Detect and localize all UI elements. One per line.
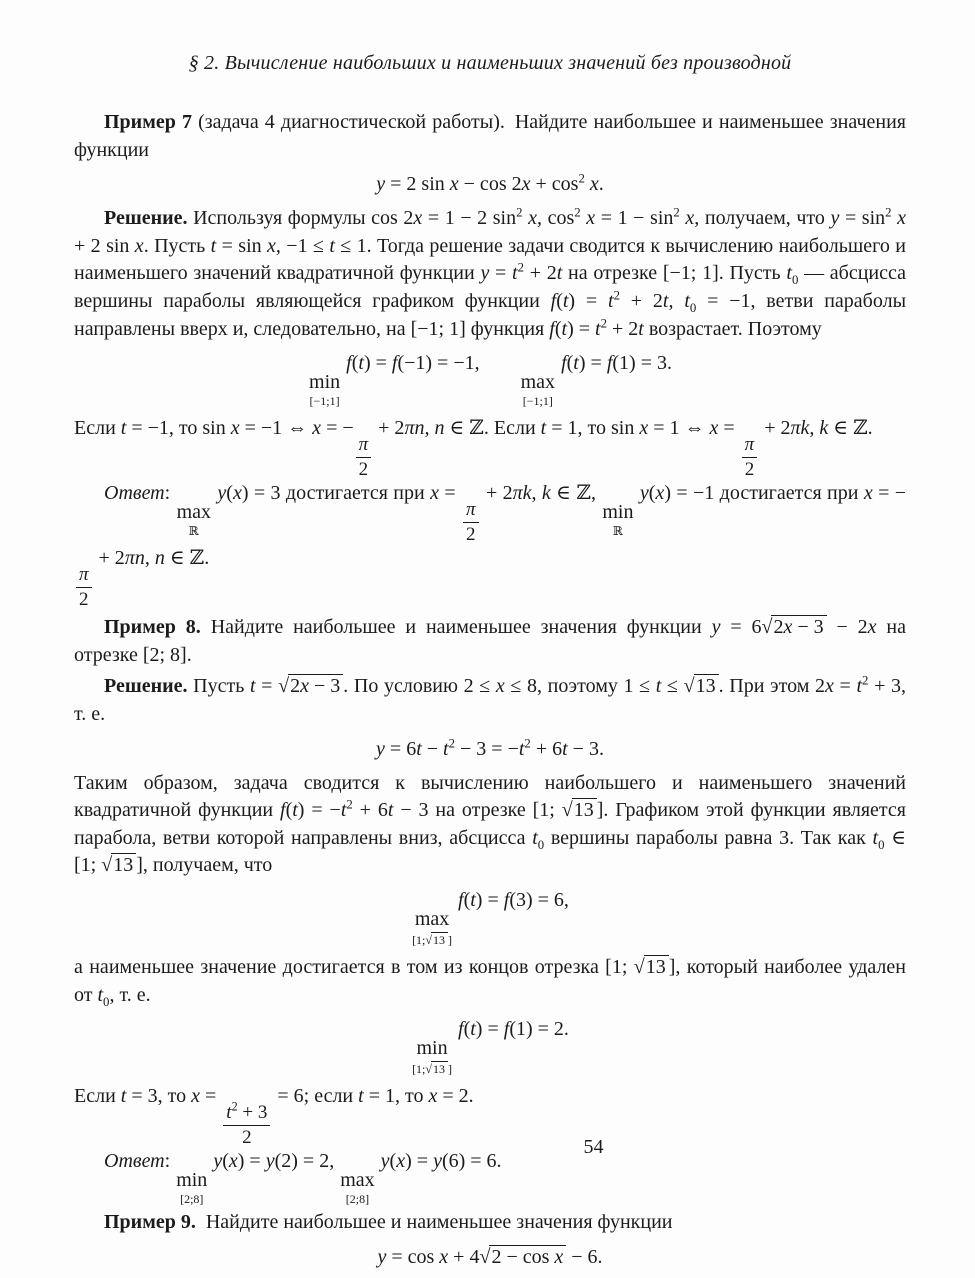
example-8-reasoning: Таким образом, задача сводится к вычислению наибольшего и наименьшего значений квадратичной функции $f(t) = -t^2 + 6t - 3$ на отрезке [1; √13 ]. Графиком этой функции является парабола, ветви которой направлены вниз, абсцисса $t_0$ вершины параболы равна 3. Так как $t_0$ ∈ [1; √13 ], получаем, что	[74, 771, 907, 877]
example-8-back-substitution: Если t = 3, то x = $\frac{t^2 + 3}{2}$ = 6; если t = 1, то x = 2.	[74, 1085, 474, 1149]
radical-sign-icon: √	[561, 799, 573, 822]
example-7-solution: Решение. Используя формулы cos 2x = 1 − 2 $\sin^2 x$, $\cos^2 x = 1 - \sin^2 x$, получаем, что $y = \sin^2 x + 2$ sin x. Пусть t = sin x, −1 ≤ t ≤ 1. Тогда решение задачи сводится к вычислению наибольшего и наименьшего значений квадратичной функции $y = t^2 + 2t$ на отрезке [−1; 1]. Пусть $t_0$ — абсцисса вершины параболы являющейся графиком функции $f(t) = t^2 + 2t$, $t_0 = -1$, ветви параболы направлены вверх и, следовательно, на [−1; 1] функция $f(t) = t^2 + 2t$ возрастает. Поэтому	[74, 205, 907, 340]
fraction: $\frac{\pi}{2}$	[742, 435, 758, 480]
formula-example-7-minmax: min [−1;1] f(t) = f(−1) = −1, max [−1;1] f(t) = f(1) = 3.	[309, 352, 672, 409]
fraction: $\frac{\pi}{2}$	[463, 500, 479, 545]
example-8-answer: Ответ: min [2;8] y(x) = y(2) = 2, max [2;8] y(x) = y(6) = 6.	[104, 1150, 502, 1207]
fraction: $\frac{\pi}{2}$	[76, 565, 92, 610]
operator-with-limit: max [2;8]	[340, 1169, 375, 1207]
example-7-statement: Пример 7 (задача 4 диагностической работы). Найдите наибольшее и наименьшее значения функции	[74, 111, 907, 161]
radical-sign-icon: √	[425, 1062, 432, 1077]
radical: √13	[425, 1061, 448, 1075]
operator-with-limit: max ℝ	[176, 501, 211, 539]
radical: √13	[101, 853, 136, 875]
operator-with-limit: max [−1;1]	[520, 371, 556, 409]
operator-with-limit: min [2;8]	[176, 1169, 208, 1207]
formula-example-7-function: y = 2 $\sin x - \cos 2x + \cos^2 x$.	[376, 171, 604, 196]
operator-with-limit: min [1;√13 ]	[412, 1037, 452, 1077]
operator-with-limit: min ℝ	[602, 501, 634, 539]
radical: √2x − 3	[761, 615, 826, 637]
radical-sign-icon: √	[761, 616, 773, 639]
example-7-cases: Если t = −1, то sin x = −1 ⇔ x = − $\frac{\pi}{2}$ + 2πn, n ∈ ℤ. Если t = 1, то sin x = 1 ⇔ x = $\frac{\pi}{2}$ + 2πk, k ∈ ℤ.	[74, 417, 873, 481]
radical-sign-icon: √	[278, 675, 290, 698]
radical: √13	[634, 955, 669, 977]
formula-example-9-function: y = cos x + 4√2 − cos x − 6.	[377, 1245, 603, 1268]
radical-sign-icon: √	[479, 1245, 491, 1268]
formula-example-8-min: min [1;√13 ] f(t) = f(1) = 2.	[412, 1018, 569, 1077]
fraction: $\frac{\pi}{2}$	[356, 435, 372, 480]
operator-with-limit: min [−1;1]	[309, 371, 341, 409]
example-7-answer: Ответ: max ℝ y(x) = 3 достигается при x = $\frac{\pi}{2}$ + 2πk, k ∈ ℤ, min ℝ y(x) = −1 достигается при x = − $\frac{\pi}{2}$ + 2πn, n ∈ ℤ.	[74, 480, 906, 610]
radical: √13	[562, 798, 597, 820]
operator-with-limit: max [1;√13 ]	[412, 907, 452, 947]
radical: √13	[425, 932, 448, 946]
formula-example-8-function: $y = 6t - t^2 - 3 = -t^2 + 6t - 3$.	[376, 735, 604, 760]
radical: √2 − cos x	[479, 1245, 566, 1267]
radical: √13	[684, 674, 719, 696]
radical-sign-icon: √	[101, 854, 113, 877]
radical-sign-icon: √	[425, 932, 432, 947]
page-number: 54	[583, 1136, 604, 1158]
example-8-min-reasoning: а наименьшее значение достигается в том из концов отрезка [1; √13 ], который наиболее удален от $t_0$, т. е.	[74, 955, 906, 1009]
formula-example-8-max: max [1;√13 ] f(t) = f(3) = 6,	[412, 888, 569, 947]
example-9-statement: Пример 9. Найдите наибольшее и наименьшее значения функции	[104, 1211, 673, 1234]
radical-sign-icon: √	[683, 675, 695, 698]
radical: √2x − 3	[278, 674, 343, 696]
example-8-statement: Пример 8. Найдите наибольшее и наименьшее значения функции y = 6√2x − 3 − 2x на отрезке [2; 8].	[74, 616, 906, 666]
section-header: § 2. Вычисление наибольших и наименьших значений без производной	[188, 52, 792, 74]
radical-sign-icon: √	[633, 955, 645, 978]
example-8-solution: Решение. Пусть t = √2x − 3 . По условию 2 ≤ x ≤ 8, поэтому 1 ≤ t ≤ √13 . При этом $2x = t^2 + 3$, т. е.	[74, 673, 906, 725]
fraction: $\frac{t^2 + 3}{2}$	[223, 1103, 270, 1148]
page-content	[74, 52, 906, 1278]
